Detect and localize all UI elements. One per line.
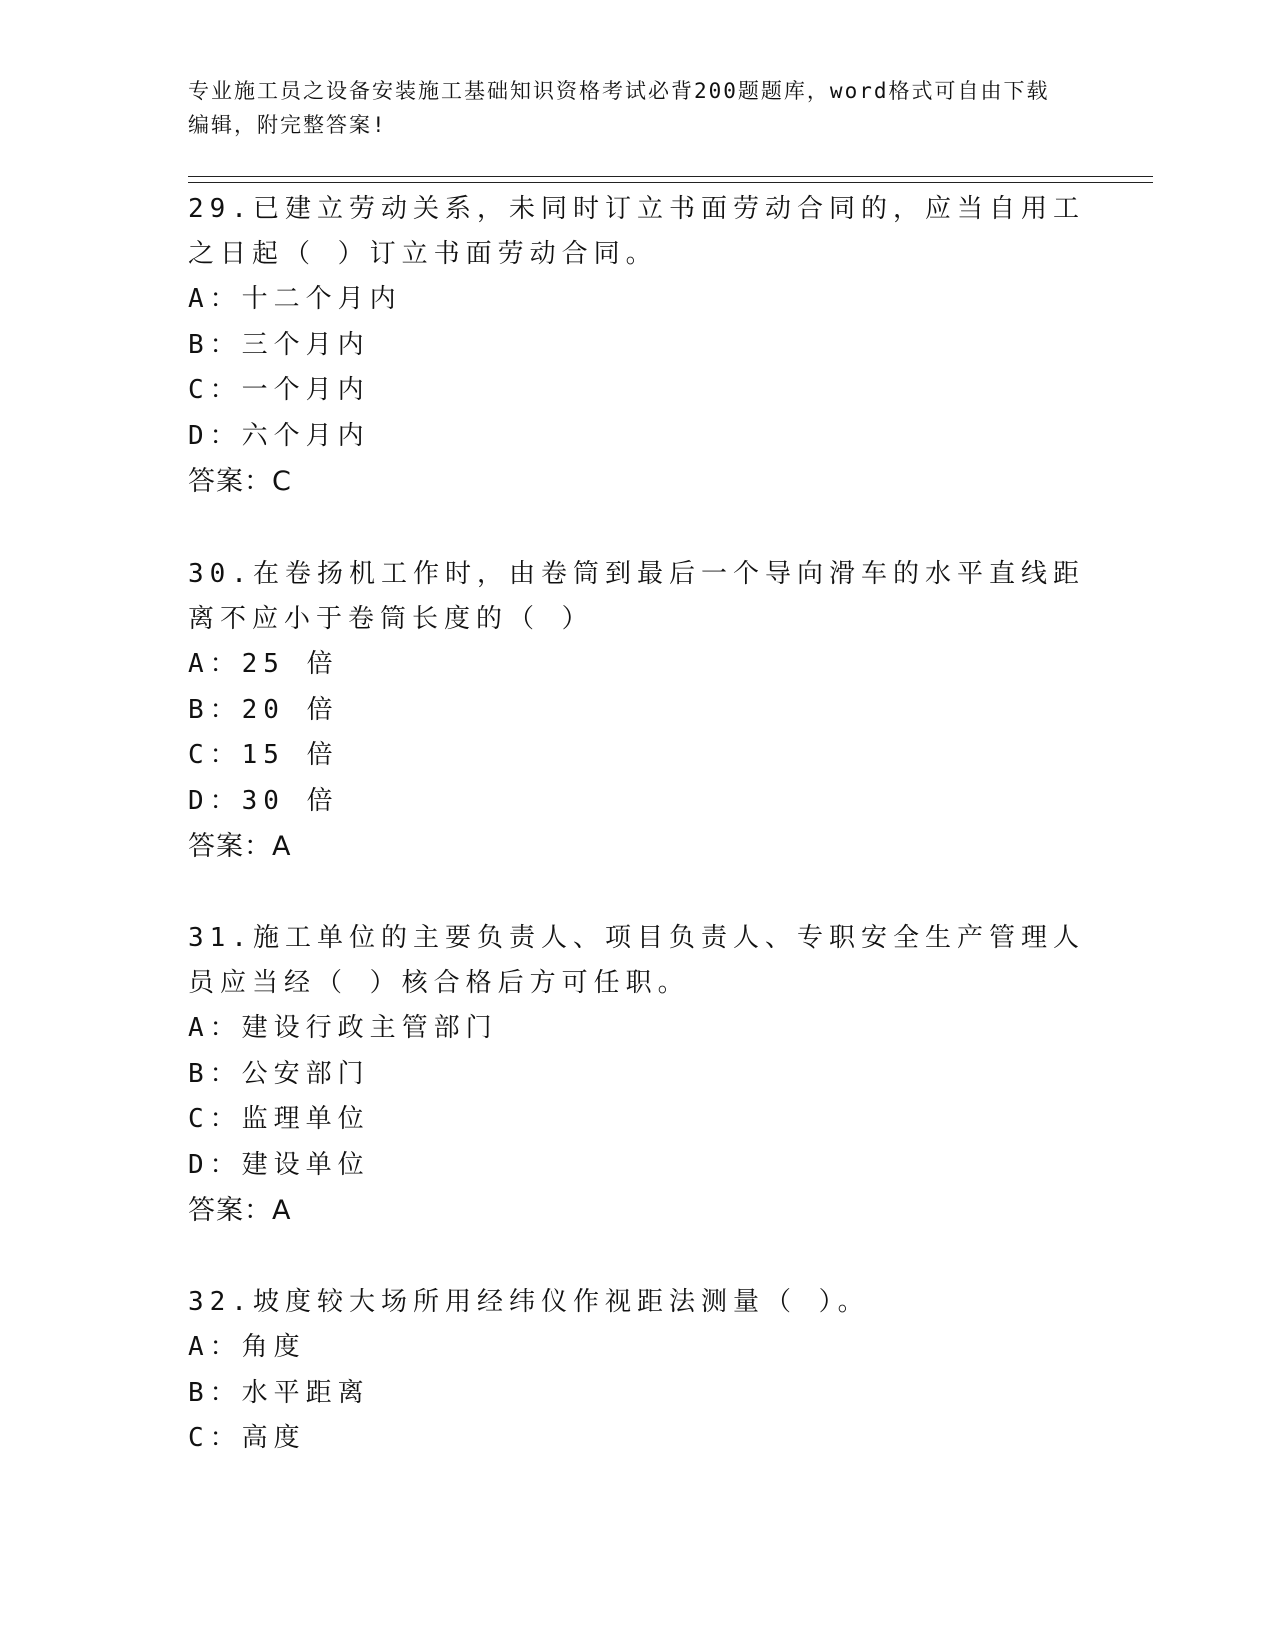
- option-c: C：一个月内: [188, 375, 370, 405]
- option-c: C：监理单位: [188, 1104, 370, 1134]
- option-a: A：十二个月内: [188, 284, 402, 314]
- question-30: [188, 552, 1088, 869]
- answer: 答案：A: [188, 831, 292, 862]
- header-divider-bottom: [188, 182, 1153, 183]
- option-c: C：15 倍: [188, 740, 339, 770]
- document-header: 专业施工员之设备安装施工基础知识资格考试必背200题题库，word格式可自由下载编辑，附完整答案!: [188, 79, 1050, 137]
- option-c: C：高度: [188, 1423, 306, 1453]
- option-b: B：20 倍: [188, 694, 339, 725]
- answer: 答案：C: [188, 466, 292, 497]
- option-d: D：建设单位: [188, 1149, 370, 1180]
- option-b: B：水平距离: [188, 1377, 370, 1408]
- question-stem: 32.坡度较大场所用经纬仪作视距法测量（ ）。: [188, 1287, 870, 1317]
- question-stem: 31.施工单位的主要负责人、项目负责人、专职安全生产管理人员应当经（ ）核合格后方可任职。: [188, 923, 1085, 998]
- option-b: B：三个月内: [188, 329, 370, 360]
- question-31: [188, 916, 1088, 1233]
- option-a: A：建设行政主管部门: [188, 1013, 498, 1043]
- answer: 答案：A: [188, 1195, 292, 1226]
- option-d: D：30 倍: [188, 785, 339, 816]
- option-a: A：角度: [188, 1332, 306, 1362]
- question-29: [188, 187, 1088, 504]
- option-a: A：25 倍: [188, 649, 339, 679]
- option-d: D：六个月内: [188, 420, 370, 451]
- header-divider-top: [188, 176, 1153, 177]
- question-stem: 30.在卷扬机工作时，由卷筒到最后一个导向滑车的水平直线距离不应小于卷筒长度的（ ）: [188, 559, 1085, 634]
- question-32: [188, 1280, 1088, 1462]
- option-b: B：公安部门: [188, 1058, 370, 1089]
- question-stem: 29.已建立劳动关系，未同时订立书面劳动合同的，应当自用工之日起（ ）订立书面劳动合同。: [188, 194, 1085, 269]
